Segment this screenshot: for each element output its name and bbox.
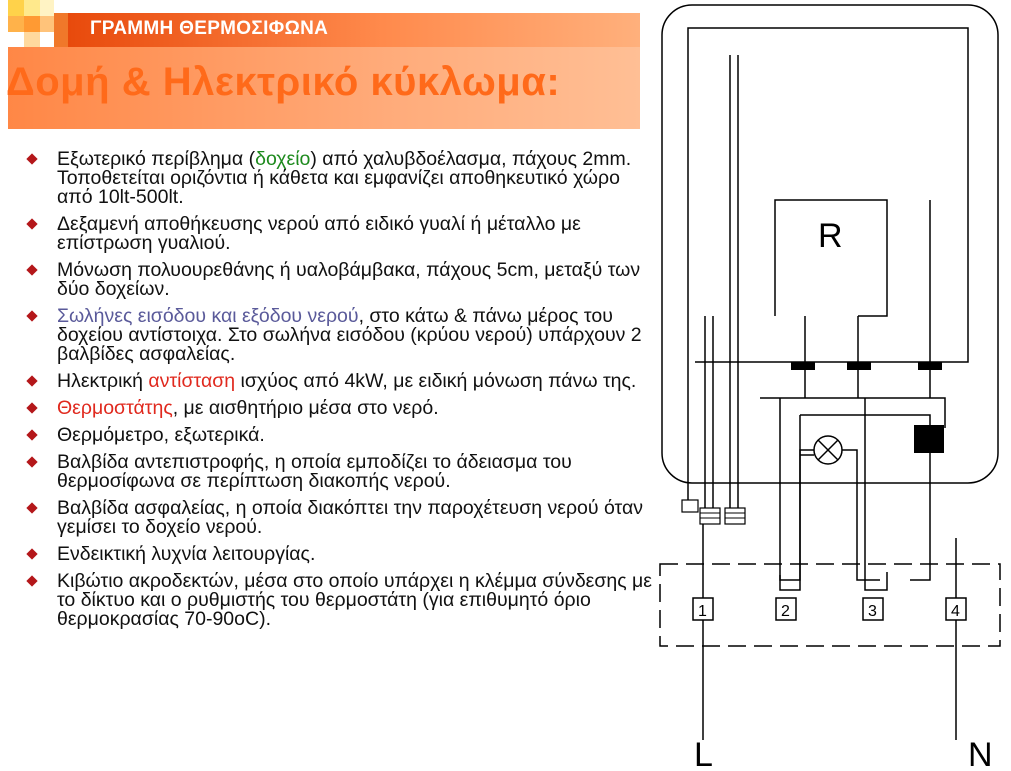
bullet-text: Δεξαμενή αποθήκευσης νερού από ειδικό γυαλί ή μέταλλο με επίστρωση γυαλιού. bbox=[57, 213, 581, 254]
bullet-text: ) από χαλυβδοέλασμα, πάχους 2mm. Τοποθετείται οριζόντια ή κάθετα και εμφανίζει αποθηκευτικό χώρο από 10lt-500lt. bbox=[57, 148, 632, 208]
diamond-bullet-icon bbox=[26, 375, 37, 386]
diamond-bullet-icon bbox=[26, 264, 37, 275]
diamond-bullet-icon bbox=[26, 548, 37, 559]
neutral-label: N bbox=[968, 736, 993, 771]
bullet-item bbox=[22, 572, 652, 629]
bullet-item bbox=[22, 372, 652, 391]
bullet-text: Εξωτερικό περίβλημα ( bbox=[57, 148, 256, 170]
diamond-bullet-icon bbox=[26, 153, 37, 164]
thermostat-block bbox=[914, 425, 944, 453]
diamond-bullet-icon bbox=[26, 218, 37, 229]
bullet-text: Θερμοστάτης bbox=[57, 397, 173, 419]
bullet-text: αντίσταση bbox=[148, 370, 236, 392]
bullet-text: Μόνωση πολυουρεθάνης ή υαλοβάμβακα, πάχους 5cm, μεταξύ των δύο δοχείων. bbox=[57, 259, 641, 300]
bullet-text: Ενδεικτική λυχνία λειτουργίας. bbox=[57, 543, 316, 565]
bullet-text: , με αισθητήριο μέσα στο νερό. bbox=[172, 397, 439, 419]
diamond-bullet-icon bbox=[26, 502, 37, 513]
bullet-text: δοχείο bbox=[255, 148, 311, 170]
terminal-3-label: 3 bbox=[868, 603, 877, 620]
diamond-bullet-icon bbox=[26, 575, 37, 586]
bullet-list bbox=[22, 150, 652, 637]
bullet-text: Θερμόμετρο, εξωτερικά. bbox=[57, 424, 265, 446]
bullet-text: , στο κάτω & πάνω μέρος του δοχείου αντίστοιχα. Στο σωλήνα εισόδου (κρύου νερού) υπάρχουν 2 βαλβίδες ασφαλείας. bbox=[57, 305, 642, 365]
bullet-text: Κιβώτιο ακροδεκτών, μέσα στο οποίο υπάρχει η κλέμμα σύνδεσης με το δίκτυο και ο ρυθμιστής του θερμοστάτη (για επιθυμητό όριο θερμοκρασίας 70-90oC). bbox=[57, 570, 652, 630]
diamond-bullet-icon bbox=[26, 429, 37, 440]
bullet-text: Σωλήνες εισόδου και εξόδου νερού bbox=[57, 305, 359, 327]
bullet-item bbox=[22, 453, 652, 491]
terminal-box bbox=[660, 564, 1000, 646]
bullet-item bbox=[22, 150, 652, 207]
resistor-label: R bbox=[818, 217, 843, 255]
bullet-text: ισχύος από 4kW, με ειδική μόνωση πάνω της. bbox=[235, 370, 637, 392]
bullet-item bbox=[22, 545, 652, 564]
terminal-1-label: 1 bbox=[698, 603, 707, 620]
diamond-bullet-icon bbox=[26, 310, 37, 321]
bullet-item bbox=[22, 426, 652, 445]
diamond-bullet-icon bbox=[26, 402, 37, 413]
bullet-text: Βαλβίδα ασφαλείας, η οποία διακόπτει την παροχέτευση νερού όταν γεμίσει το δοχείο νερού. bbox=[57, 497, 643, 538]
bullet-text: Ηλεκτρική bbox=[57, 370, 149, 392]
page-title: Δομή & Ηλεκτρικό κύκλωμα: bbox=[6, 60, 561, 104]
terminal-4-label: 4 bbox=[951, 603, 960, 620]
bullet-text: Βαλβίδα αντεπιστροφής, η οποία εμποδίζει το άδειασμα του θερμοσίφωνα σε περίπτωση διακοπής νερού. bbox=[57, 451, 572, 492]
section-label: ΓΡΑΜΜΗ ΘΕΡΜΟΣΙΦΩΝΑ bbox=[90, 18, 329, 39]
bullet-item bbox=[22, 215, 652, 253]
line-label: L bbox=[694, 736, 713, 771]
bullet-item bbox=[22, 261, 652, 299]
bullet-item bbox=[22, 499, 652, 537]
wiring-diagram bbox=[650, 0, 1011, 771]
bullet-item bbox=[22, 399, 652, 418]
bullet-item bbox=[22, 307, 652, 364]
terminal-2-label: 2 bbox=[781, 603, 790, 620]
diamond-bullet-icon bbox=[26, 456, 37, 467]
